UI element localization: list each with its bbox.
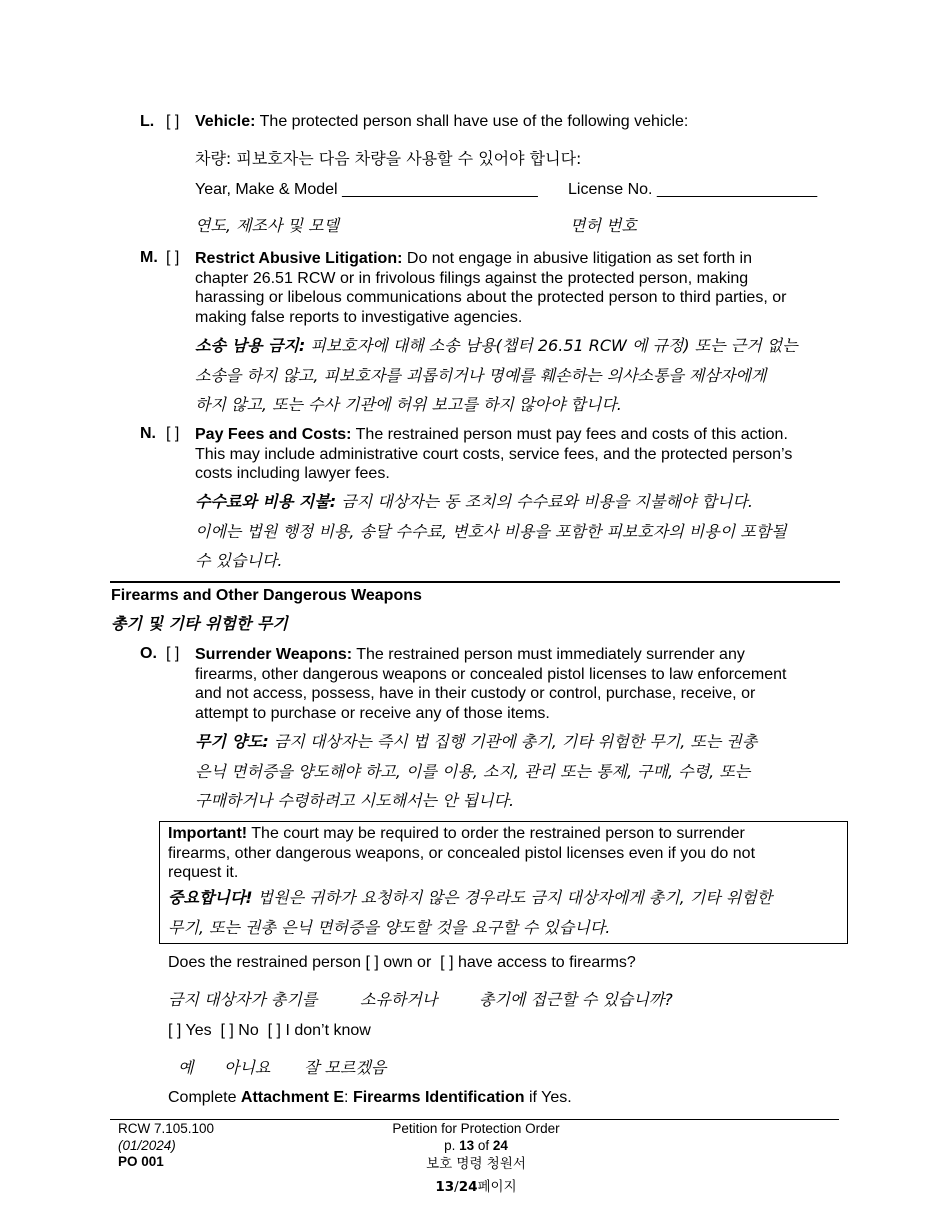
section-title-ko: 총기 및 기타 위험한 무기 [111,614,288,633]
item-o-line: attempt to purchase or receive any of those items. [195,704,550,722]
question-text: Does the restrained person [168,954,361,971]
item-o-checkbox[interactable]: [ ] [166,645,180,662]
no-label-ko: 아니요 [224,1058,271,1077]
firearms-question [168,954,636,972]
item-l-label: L. [140,113,155,130]
important-line: request it. [168,864,239,882]
vehicle-field-blank[interactable]: ______________________ [342,181,538,198]
item-l-body: The protected person shall have use of the following vehicle: [255,113,689,130]
item-m-label: M. [140,249,158,266]
question-ko-1: 금지 대상자가 총기를 [168,990,318,1009]
item-m-ko-line: 하지 않고, 또는 수사 기관에 허위 보고를 하지 않아야 합니다. [195,395,622,414]
question-ko-3: 총기에 접근할 수 있습니까? [479,990,673,1009]
attachment-text: if Yes. [524,1089,572,1106]
footer-title: Petition for Protection Order [392,1121,560,1136]
item-o-line: The restrained person must immediately surrender any [352,646,745,663]
item-o-ko [195,727,757,816]
item-m-title: Restrict Abusive Litigation: [195,250,403,267]
footer-page-ko-text: 페이지 [477,1178,517,1195]
item-n-line: costs including lawyer fees. [195,465,390,483]
footer-page [326,1138,626,1155]
important-title: Important! [168,825,248,842]
item-m-line: harassing or libelous communications about the protected person to third parties, or [195,289,787,307]
footer-left [118,1121,214,1171]
yes-label-ko: 예 [178,1058,194,1077]
item-n-ko-title: 수수료와 비용 지불: [195,492,337,511]
item-m-line: Do not engage in abusive litigation as set forth in [402,250,752,267]
dont-know-label: I don’t know [285,1022,371,1039]
item-o-ko-line: 금지 대상자는 즉시 법 집행 기관에 총기, 기타 위험한 무기, 또는 권총 [268,732,758,751]
footer-page-ko [326,1179,626,1196]
item-n-line: This may include administrative court costs, service fees, and the protected person’s [195,445,793,463]
item-o-ko-line: 구매하거나 수령하려고 시도해서는 안 됩니다. [195,791,515,810]
item-m-text [195,249,786,327]
license-field-label: License No. [568,181,653,198]
footer-page-ko-number: 13 [435,1178,455,1195]
yes-checkbox[interactable]: [ ] [168,1022,182,1039]
footer-page-ko-total: 24 [458,1178,478,1195]
important-notice-text [168,824,755,883]
footer-date: (01/2024) [118,1137,176,1153]
item-l-field-license[interactable] [568,181,817,199]
question-text: have access to firearms? [457,954,636,971]
item-n-ko-line: 이에는 법원 행정 비용, 송달 수수료, 변호사 비용을 포함한 피보호자의 비용이 포함될 [195,521,787,541]
own-firearms-checkbox[interactable]: [ ] [365,954,379,971]
access-firearms-checkbox[interactable]: [ ] [440,954,454,971]
no-checkbox[interactable]: [ ] [220,1022,234,1039]
yes-label: Yes [185,1022,212,1039]
footer-page-text: p. [444,1137,460,1153]
item-o-text [195,645,786,723]
footer-center [326,1121,626,1195]
item-m-line: chapter 26.51 RCW or in frivolous filings against the protected person, making [195,269,749,287]
vehicle-field-ko: 연도, 제조사 및 모델 [195,216,339,235]
footer-rcw: RCW 7.105.100 [118,1121,215,1136]
item-m-ko-title: 소송 남용 금지: [195,336,306,355]
attachment-e-link: Attachment E [240,1089,345,1106]
item-m-line: making false reports to investigative agencies. [195,308,523,326]
item-o-ko-title: 무기 양도: [195,732,269,751]
vehicle-field-label: Year, Make & Model [195,181,338,198]
item-n-text [195,425,792,484]
item-n-label: N. [140,425,156,442]
footer-title-ko: 보호 명령 청원서 [426,1156,526,1172]
item-m-ko [195,331,798,420]
footer-divider [110,1119,839,1120]
attachment-text: : [344,1089,353,1106]
item-l-field-vehicle[interactable] [195,181,538,199]
important-line: The court may be required to order the restrained person to surrender [247,825,745,842]
item-n-checkbox[interactable]: [ ] [166,425,180,442]
license-field-ko: 면허 번호 [570,216,637,235]
attachment-text: Complete [168,1089,241,1106]
item-o-line: firearms, other dangerous weapons or concealed pistol licenses to law enforcement [195,665,787,683]
attachment-name: Firearms Identification [352,1089,525,1106]
item-o-label: O. [140,645,157,662]
item-l-title: Vehicle: [195,113,256,130]
footer-page-text: of [474,1137,493,1153]
important-notice-ko [168,883,772,942]
section-title: Firearms and Other Dangerous Weapons [111,587,422,604]
item-l-ko: 차량: 피보호자는 다음 차량을 사용할 수 있어야 합니다: [195,149,582,168]
answer-options [168,1022,371,1040]
footer-page-number: 13 [459,1137,475,1153]
footer-page-total: 24 [492,1137,508,1153]
item-l-text [195,113,688,131]
item-n-ko-line: 수 있습니다. [195,551,283,570]
important-line: firearms, other dangerous weapons, or concealed pistol licenses even if you do not [168,844,756,862]
section-divider [110,581,840,583]
item-n-title: Pay Fees and Costs: [195,426,352,443]
dont-know-label-ko: 잘 모르겠음 [304,1058,387,1077]
item-m-ko-line: 소송을 하지 않고, 피보호자를 괴롭히거나 명예를 훼손하는 의사소통을 제삼자에게 [195,365,767,385]
footer-page-ko-text: / [454,1178,459,1195]
item-l-checkbox[interactable]: [ ] [166,113,180,130]
question-text: own or [383,954,432,971]
question-ko-2: 소유하거나 [360,990,438,1009]
item-m-ko-line: 피보호자에 대해 소송 남용(챕터 26.51 RCW 에 규정) 또는 근거 없는 [305,336,798,355]
item-o-title: Surrender Weapons: [195,646,353,663]
important-ko-title: 중요합니다! [168,888,253,907]
item-o-line: and not access, possess, have in their custody or control, purchase, receive, or [195,685,756,703]
item-o-ko-line: 은닉 면허증을 양도해야 하고, 이를 이용, 소지, 관리 또는 통제, 구매, 수령, 또는 [195,761,751,781]
attachment-instruction [168,1089,572,1107]
item-n-ko-line: 금지 대상자는 동 조치의 수수료와 비용을 지불해야 합니다. [336,492,753,511]
important-ko-line: 무기, 또는 권총 은닉 면허증을 양도할 것을 요구할 수 있습니다. [168,917,611,937]
important-ko-line: 법원은 귀하가 요청하지 않은 경우라도 금지 대상자에게 총기, 기타 위험한 [252,888,773,907]
footer-form-number: PO 001 [118,1154,164,1169]
dont-know-checkbox[interactable]: [ ] [267,1022,281,1039]
no-label: No [238,1022,259,1039]
item-m-checkbox[interactable]: [ ] [166,249,180,266]
item-n-line: The restrained person must pay fees and costs of this action. [351,426,788,443]
license-field-blank[interactable]: __________________ [656,181,818,198]
item-n-ko [195,487,787,576]
